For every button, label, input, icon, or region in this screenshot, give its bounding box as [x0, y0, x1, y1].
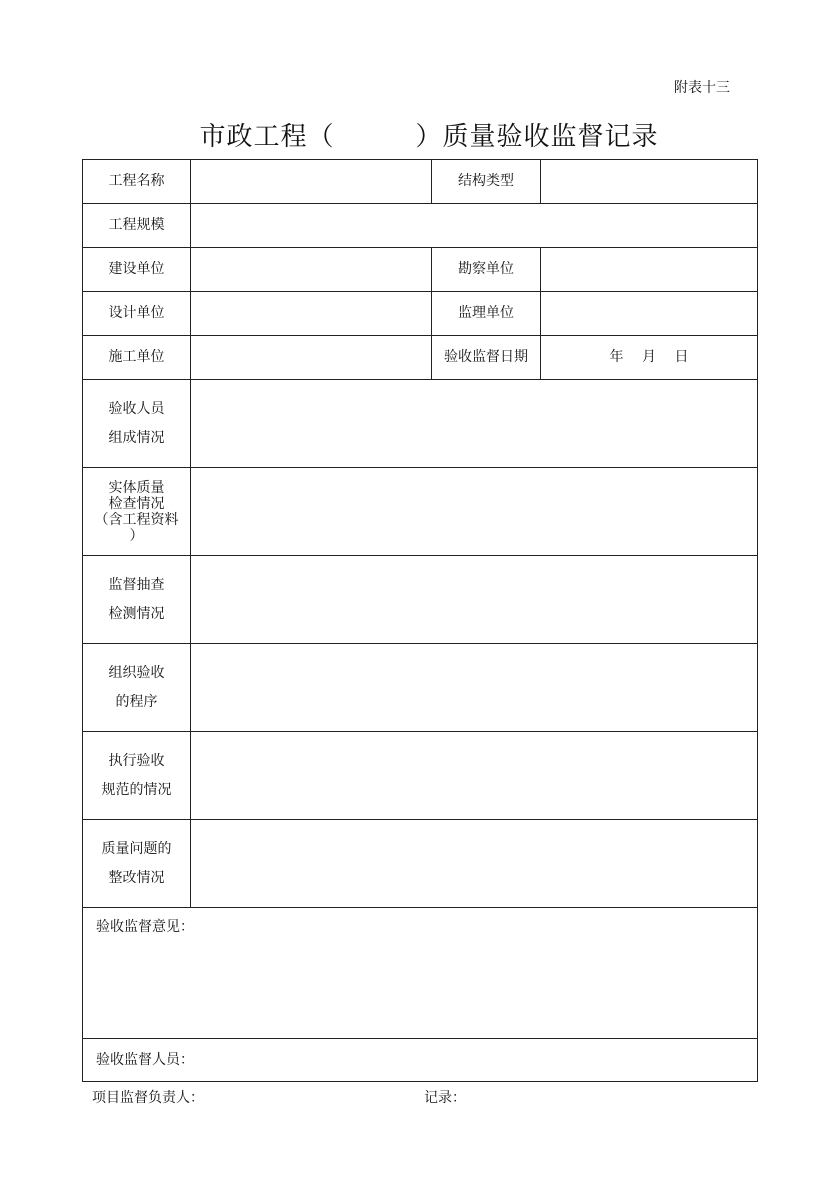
entity-quality-field[interactable] [191, 468, 758, 556]
table-row [83, 732, 758, 820]
acceptance-personnel-signature-field[interactable] [83, 1039, 758, 1082]
entity-quality-label-line4: ） [129, 527, 144, 544]
supervision-sampling-label-line2: 检测情况 [108, 605, 165, 622]
acceptance-opinion-field[interactable] [83, 908, 758, 1039]
specification-execution-field[interactable] [191, 732, 758, 820]
page-title: 市政工程（ ）质量验收监督记录 [199, 122, 659, 152]
quality-rectification-label [83, 820, 191, 908]
acceptance-personnel-label-line2: 组成情况 [108, 429, 165, 446]
acceptance-date-field[interactable] [541, 336, 758, 380]
table-row [83, 644, 758, 732]
construction-unit-label: 建设单位 [83, 248, 191, 292]
supervision-sampling-field[interactable] [191, 556, 758, 644]
recorder-label: 记录： [424, 1090, 466, 1106]
table-row [83, 1039, 758, 1082]
quality-rectification-label-line1: 质量问题的 [101, 840, 172, 857]
project-scale-label: 工程规模 [83, 204, 191, 248]
survey-unit-field[interactable] [541, 248, 758, 292]
acceptance-opinion-label: 验收监督意见： [96, 919, 194, 935]
supervision-unit-field[interactable] [541, 292, 758, 336]
acceptance-personnel-signature-label: 验收监督人员： [96, 1051, 194, 1068]
entity-quality-label-line1: 实体质量 [108, 479, 165, 496]
appendix-label: 附表十三 [674, 80, 730, 96]
project-scale-field[interactable] [191, 204, 758, 248]
organization-procedure-field[interactable] [191, 644, 758, 732]
project-name-label: 工程名称 [83, 160, 191, 204]
specification-execution-label-line1: 执行验收 [108, 752, 165, 769]
quality-rectification-field[interactable] [191, 820, 758, 908]
acceptance-date-label: 验收监督日期 [432, 336, 541, 380]
organization-procedure-label-line1: 组织验收 [108, 664, 165, 681]
design-unit-field[interactable] [191, 292, 432, 336]
supervision-unit-label: 监理单位 [432, 292, 541, 336]
acceptance-date-value: 年 月 日 [609, 349, 689, 366]
specification-execution-label [83, 732, 191, 820]
supervision-sampling-label [83, 556, 191, 644]
organization-procedure-label [83, 644, 191, 732]
acceptance-personnel-field[interactable] [191, 380, 758, 468]
supervision-record-table [82, 159, 758, 1082]
acceptance-personnel-label-line1: 验收人员 [108, 400, 165, 417]
project-name-field[interactable] [191, 160, 432, 204]
specification-execution-label-line2: 规范的情况 [101, 781, 172, 798]
survey-unit-label: 勘察单位 [432, 248, 541, 292]
table-row [83, 820, 758, 908]
table-row [83, 248, 758, 292]
structure-type-label: 结构类型 [432, 160, 541, 204]
contractor-unit-field[interactable] [191, 336, 432, 380]
table-row [83, 336, 758, 380]
table-row [83, 556, 758, 644]
acceptance-personnel-label [83, 380, 191, 468]
table-row [83, 468, 758, 556]
structure-type-field[interactable] [541, 160, 758, 204]
entity-quality-label-line3: （含工程资料 [94, 511, 179, 528]
construction-unit-field[interactable] [191, 248, 432, 292]
design-unit-label: 设计单位 [83, 292, 191, 336]
table-row [83, 204, 758, 248]
quality-rectification-label-line2: 整改情况 [108, 869, 165, 886]
table-row [83, 160, 758, 204]
entity-quality-label [83, 468, 191, 556]
organization-procedure-label-line2: 的程序 [115, 693, 158, 710]
project-supervisor-label: 项目监督负责人： [92, 1090, 204, 1106]
entity-quality-label-line2: 检查情况 [108, 495, 165, 512]
table-row [83, 380, 758, 468]
table-row [83, 292, 758, 336]
table-row [83, 908, 758, 1039]
contractor-unit-label: 施工单位 [83, 336, 191, 380]
supervision-sampling-label-line1: 监督抽查 [108, 576, 165, 593]
